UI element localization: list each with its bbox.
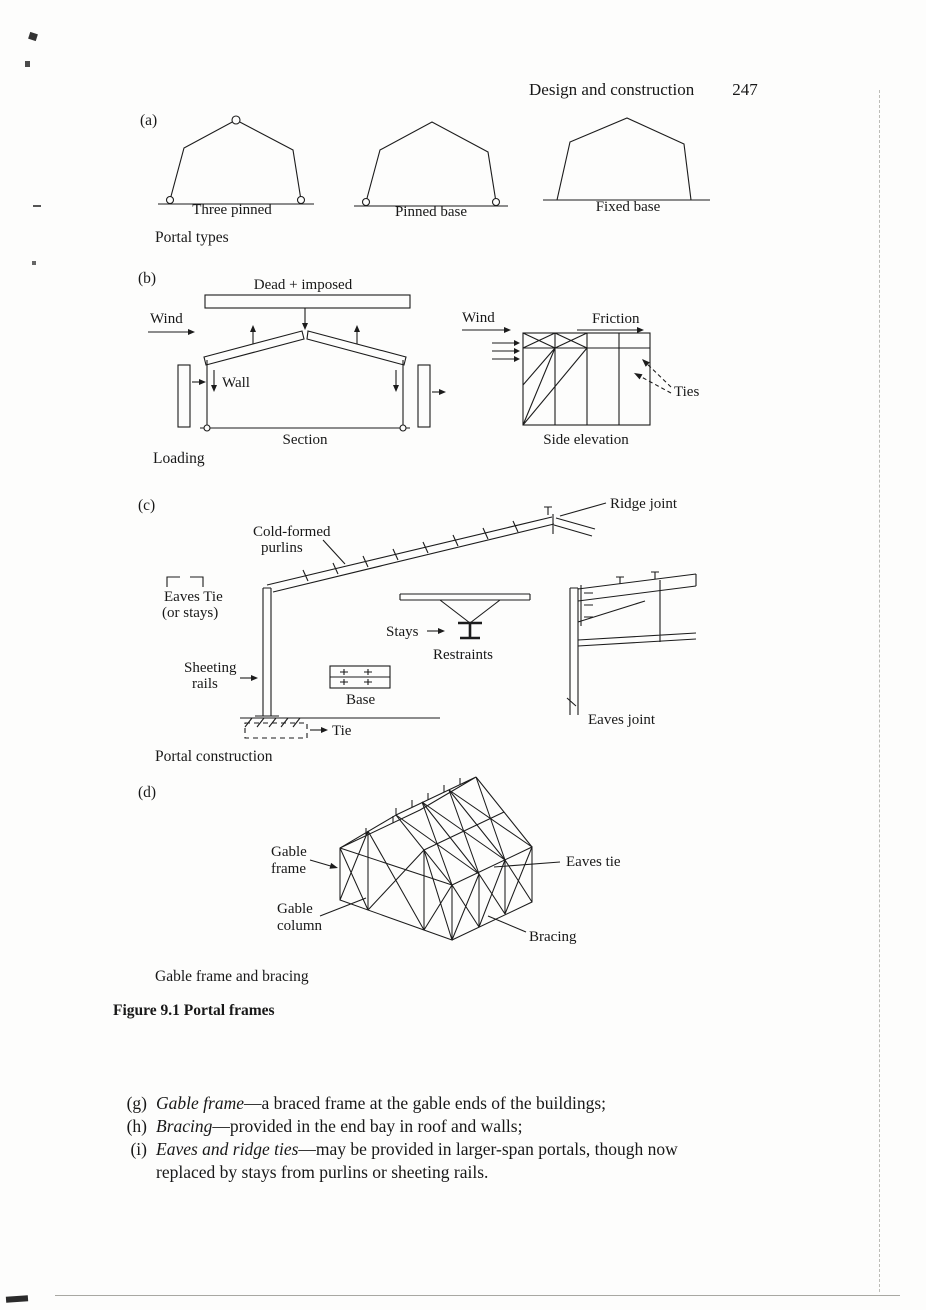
rafter-left bbox=[204, 331, 304, 365]
label-base: Base bbox=[346, 692, 376, 708]
base-pin-icon bbox=[298, 197, 305, 204]
label-stays: Stays bbox=[386, 624, 419, 640]
gable-face bbox=[340, 815, 452, 940]
page-number: 247 bbox=[732, 80, 758, 99]
base-pin-icon bbox=[493, 199, 500, 206]
haunch bbox=[578, 601, 645, 622]
label-purlins: purlins bbox=[261, 540, 303, 556]
scan-dash bbox=[33, 205, 41, 207]
stay-members bbox=[440, 600, 500, 623]
panel-d-caption: Gable frame and bracing bbox=[155, 968, 309, 985]
label-bracing: Bracing bbox=[529, 929, 577, 945]
panel-a-label: (a) bbox=[140, 112, 158, 129]
label-dead-imposed: Dead + imposed bbox=[253, 277, 353, 293]
page-bottom-edge bbox=[55, 1295, 900, 1296]
roof-bracing bbox=[396, 777, 532, 885]
portal-frame-three-pinned bbox=[170, 120, 301, 200]
eaves-joint-column bbox=[570, 588, 578, 715]
scan-corner-mark bbox=[6, 1295, 28, 1303]
base-pin-icon bbox=[204, 425, 210, 431]
arrowhead-icon bbox=[439, 389, 446, 395]
portal-frame-pinned-base bbox=[366, 122, 496, 202]
label-eaves-tie: Eaves tie bbox=[566, 854, 621, 870]
arrowhead-icon bbox=[514, 356, 520, 362]
dead-load-bar bbox=[205, 295, 410, 308]
label-fixed-base: Fixed base bbox=[595, 199, 661, 215]
panel-d-label: (d) bbox=[138, 784, 157, 801]
list-item-g bbox=[113, 1092, 793, 1115]
arrowhead-icon bbox=[251, 675, 258, 681]
label-three-pinned: Three pinned bbox=[192, 202, 272, 218]
label-ridge-joint: Ridge joint bbox=[610, 496, 678, 512]
panel-c-drawing bbox=[140, 490, 790, 752]
arrowhead-icon bbox=[188, 329, 195, 335]
item-text: Gable frame—a braced frame at the gable ends of the buildings; bbox=[156, 1093, 607, 1113]
eaves-tie-symbol bbox=[167, 577, 203, 587]
panel-c-label: (c) bbox=[138, 497, 156, 514]
side-rails bbox=[567, 580, 696, 706]
foundation-tie bbox=[245, 723, 307, 738]
item-marker: (g) bbox=[126, 1093, 147, 1113]
label-eaves-joint: Eaves joint bbox=[588, 712, 656, 728]
scan-dot bbox=[32, 261, 36, 265]
panel-a-drawing bbox=[140, 108, 770, 238]
label-friction: Friction bbox=[592, 311, 640, 327]
label-frame: frame bbox=[271, 861, 306, 877]
item-marker: (h) bbox=[126, 1116, 147, 1136]
label-restraints: Restraints bbox=[433, 647, 493, 663]
running-title: Design and construction bbox=[529, 80, 695, 99]
wind-suction-block-right bbox=[418, 365, 430, 427]
item-text-continuation: replaced by stays from purlins or sheeting rails. bbox=[156, 1162, 489, 1182]
item-marker: (i) bbox=[130, 1139, 147, 1159]
arrowhead-icon bbox=[199, 379, 206, 385]
label-wall: Wall bbox=[222, 375, 250, 391]
label-column: column bbox=[277, 918, 322, 934]
label-wind-left: Wind bbox=[150, 311, 183, 327]
portal-column bbox=[255, 588, 279, 716]
arrowhead-icon bbox=[211, 385, 217, 392]
panel-d-drawing bbox=[140, 770, 710, 970]
label-eaves-tie: Eaves Tie bbox=[164, 589, 223, 605]
arrowhead-icon bbox=[514, 340, 520, 346]
label-section: Section bbox=[282, 432, 328, 448]
label-wind-right: Wind bbox=[462, 310, 495, 326]
label-side-elevation: Side elevation bbox=[543, 432, 629, 448]
item-text: Eaves and ridge ties—may be provided in larger-span portals, though now bbox=[156, 1139, 678, 1159]
ridge-joint-detail bbox=[544, 507, 595, 536]
arrowhead-icon bbox=[354, 325, 360, 332]
label-gable: Gable bbox=[271, 844, 307, 860]
figure-caption: Figure 9.1 Portal frames bbox=[113, 1002, 275, 1019]
bolts bbox=[584, 593, 593, 617]
arrowhead-icon bbox=[302, 323, 308, 330]
panel-b-drawing bbox=[140, 270, 780, 470]
label-sheeting: Sheeting bbox=[184, 660, 237, 676]
arrowhead-icon bbox=[504, 327, 511, 333]
panel-a-caption: Portal types bbox=[155, 229, 229, 246]
panel-b-label: (b) bbox=[138, 270, 157, 287]
scan-edge-line bbox=[879, 90, 880, 1292]
scan-speck bbox=[25, 61, 30, 67]
scan-speck bbox=[28, 32, 38, 41]
arrowhead-icon bbox=[330, 863, 339, 869]
purlin-cleats bbox=[616, 572, 659, 584]
base-pin-icon bbox=[167, 197, 174, 204]
arrowhead-icon bbox=[250, 325, 256, 332]
item-text: Bracing—provided in the end bay in roof and walls; bbox=[156, 1116, 523, 1136]
arrowhead-icon bbox=[321, 727, 328, 733]
eaves-joint-rafter bbox=[578, 574, 696, 601]
gable-bracing bbox=[340, 831, 452, 940]
wind-pressure-block-left bbox=[178, 365, 190, 427]
label-or-stays: (or stays) bbox=[162, 605, 219, 621]
purlin-member bbox=[400, 594, 530, 600]
wall-bracing bbox=[452, 847, 532, 940]
panel-b-caption: Loading bbox=[153, 450, 205, 467]
restrained-beam-section bbox=[458, 623, 482, 638]
ridge-pin-icon bbox=[232, 116, 240, 124]
list-item-i bbox=[113, 1138, 793, 1161]
label-pinned-base: Pinned base bbox=[394, 204, 468, 220]
label-gable2: Gable bbox=[277, 901, 313, 917]
label-ties: Ties bbox=[674, 384, 700, 400]
portal-frame-fixed-base bbox=[557, 118, 691, 200]
arrowhead-icon bbox=[514, 348, 520, 354]
arrowhead-icon bbox=[393, 385, 399, 392]
page-header bbox=[529, 80, 758, 100]
label-cold-formed: Cold-formed bbox=[253, 524, 331, 540]
body-text bbox=[113, 1092, 793, 1184]
arrowhead-icon bbox=[438, 628, 445, 634]
base-pin-icon bbox=[363, 199, 370, 206]
base-pin-icon bbox=[400, 425, 406, 431]
arrowhead-icon bbox=[637, 327, 644, 333]
arrowhead-icon bbox=[634, 373, 643, 379]
label-rails: rails bbox=[192, 676, 218, 692]
label-tie: Tie bbox=[332, 723, 352, 739]
list-item-h bbox=[113, 1115, 793, 1138]
panel-c-caption: Portal construction bbox=[155, 748, 273, 765]
